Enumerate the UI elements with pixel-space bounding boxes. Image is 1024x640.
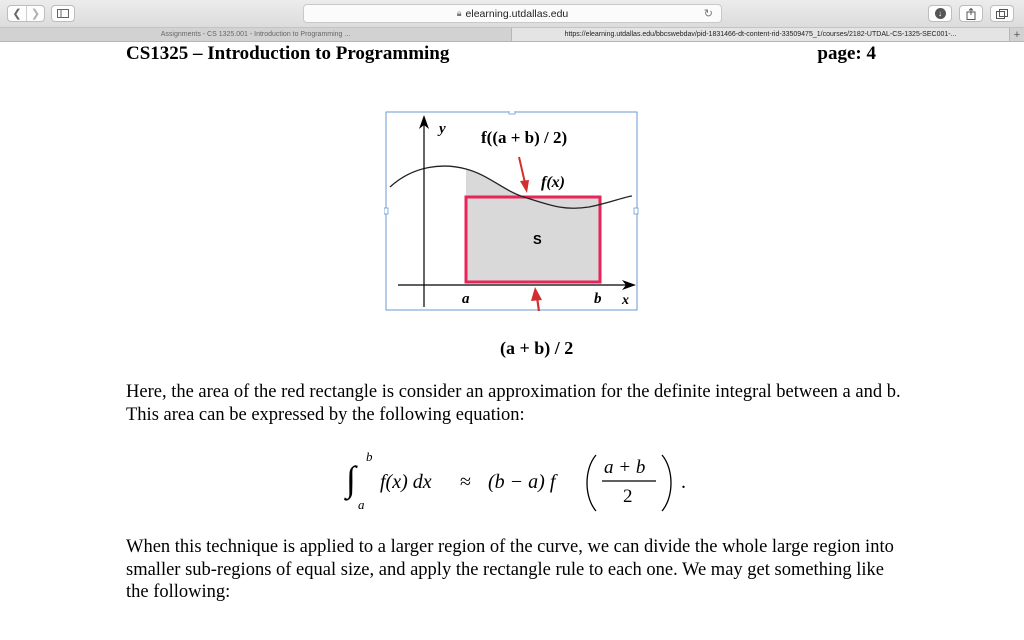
- tab-document[interactable]: https://elearning.utdallas.edu/bbcswebdav/pid-1831466-dt-content-rid-33509475_1/courses/2182-UTDAL-CS-1325-SEC001-...: [512, 28, 1009, 41]
- sidebar-icon: [57, 9, 69, 18]
- sidebar-toggle-button[interactable]: [51, 5, 75, 22]
- frame-handle: [384, 208, 388, 214]
- label-s: S: [533, 232, 542, 247]
- arrow-bottom-head-icon: [531, 287, 542, 301]
- integral-equation: [338, 441, 698, 513]
- new-tab-button[interactable]: +: [1009, 28, 1024, 41]
- downloads-button[interactable]: [928, 5, 952, 22]
- page-title: CS1325 – Introduction to Programming: [126, 43, 450, 64]
- label-fx: f(x): [541, 174, 565, 191]
- reload-icon[interactable]: ↻: [703, 8, 713, 20]
- approx-symbol: ≈: [460, 471, 471, 493]
- label-a: a: [462, 291, 470, 307]
- arrow-top: [519, 157, 525, 183]
- arrow-top-head-icon: [520, 180, 529, 193]
- frame-handle: [634, 208, 638, 214]
- label-b: b: [594, 291, 602, 307]
- share-button[interactable]: [959, 5, 983, 22]
- paragraph-technique: When this technique is applied to a larger region of the curve, we can divide the whole large region into smaller sub-regions of equal size, and apply the rectangle rule to each one. We may get something like the following:: [126, 537, 894, 602]
- denominator: 2: [623, 486, 633, 507]
- label-y: y: [439, 121, 446, 137]
- lower-limit: a: [358, 497, 365, 512]
- label-x: x: [622, 293, 629, 308]
- factor: (b − a) f: [488, 471, 556, 493]
- show-tabs-button[interactable]: [990, 5, 1014, 22]
- area-under-curve: [466, 169, 520, 197]
- address-text: elearning.utdallas.edu: [465, 7, 569, 20]
- integral-sign: ∫: [346, 459, 356, 499]
- browser-toolbar: [0, 0, 1024, 28]
- forward-icon[interactable]: ❯: [26, 6, 44, 21]
- tabs-icon: [996, 9, 1008, 19]
- download-icon: ↓: [935, 8, 946, 19]
- share-icon: [966, 8, 976, 20]
- left-paren: [587, 455, 596, 511]
- label-f-midpoint: f((a + b) / 2): [481, 128, 568, 147]
- tab-bar: [0, 28, 1024, 42]
- numerator: a + b: [604, 457, 646, 478]
- page-content: [7, 42, 1017, 640]
- right-paren: [662, 455, 671, 511]
- page-number: page: 4: [817, 43, 876, 64]
- frame-handle: [509, 111, 515, 114]
- address-bar[interactable]: [303, 4, 722, 23]
- paragraph-intro: Here, the area of the red rectangle is consider an approximation for the definite integral between a and b. This area can be expressed by the following equation:: [126, 382, 901, 425]
- back-icon[interactable]: ❮: [12, 8, 22, 20]
- label-midpoint: (a + b) / 2: [500, 338, 574, 358]
- midpoint-rule-figure: [384, 111, 639, 311]
- nav-buttons: [7, 5, 45, 22]
- upper-limit: b: [366, 449, 373, 464]
- integrand: f(x) dx: [380, 471, 432, 493]
- lock-icon: 🔒︎: [456, 8, 462, 18]
- equation-period: .: [681, 471, 686, 493]
- tab-assignments[interactable]: Assignments - CS 1325.001 - Introduction to Programming ...: [0, 28, 512, 41]
